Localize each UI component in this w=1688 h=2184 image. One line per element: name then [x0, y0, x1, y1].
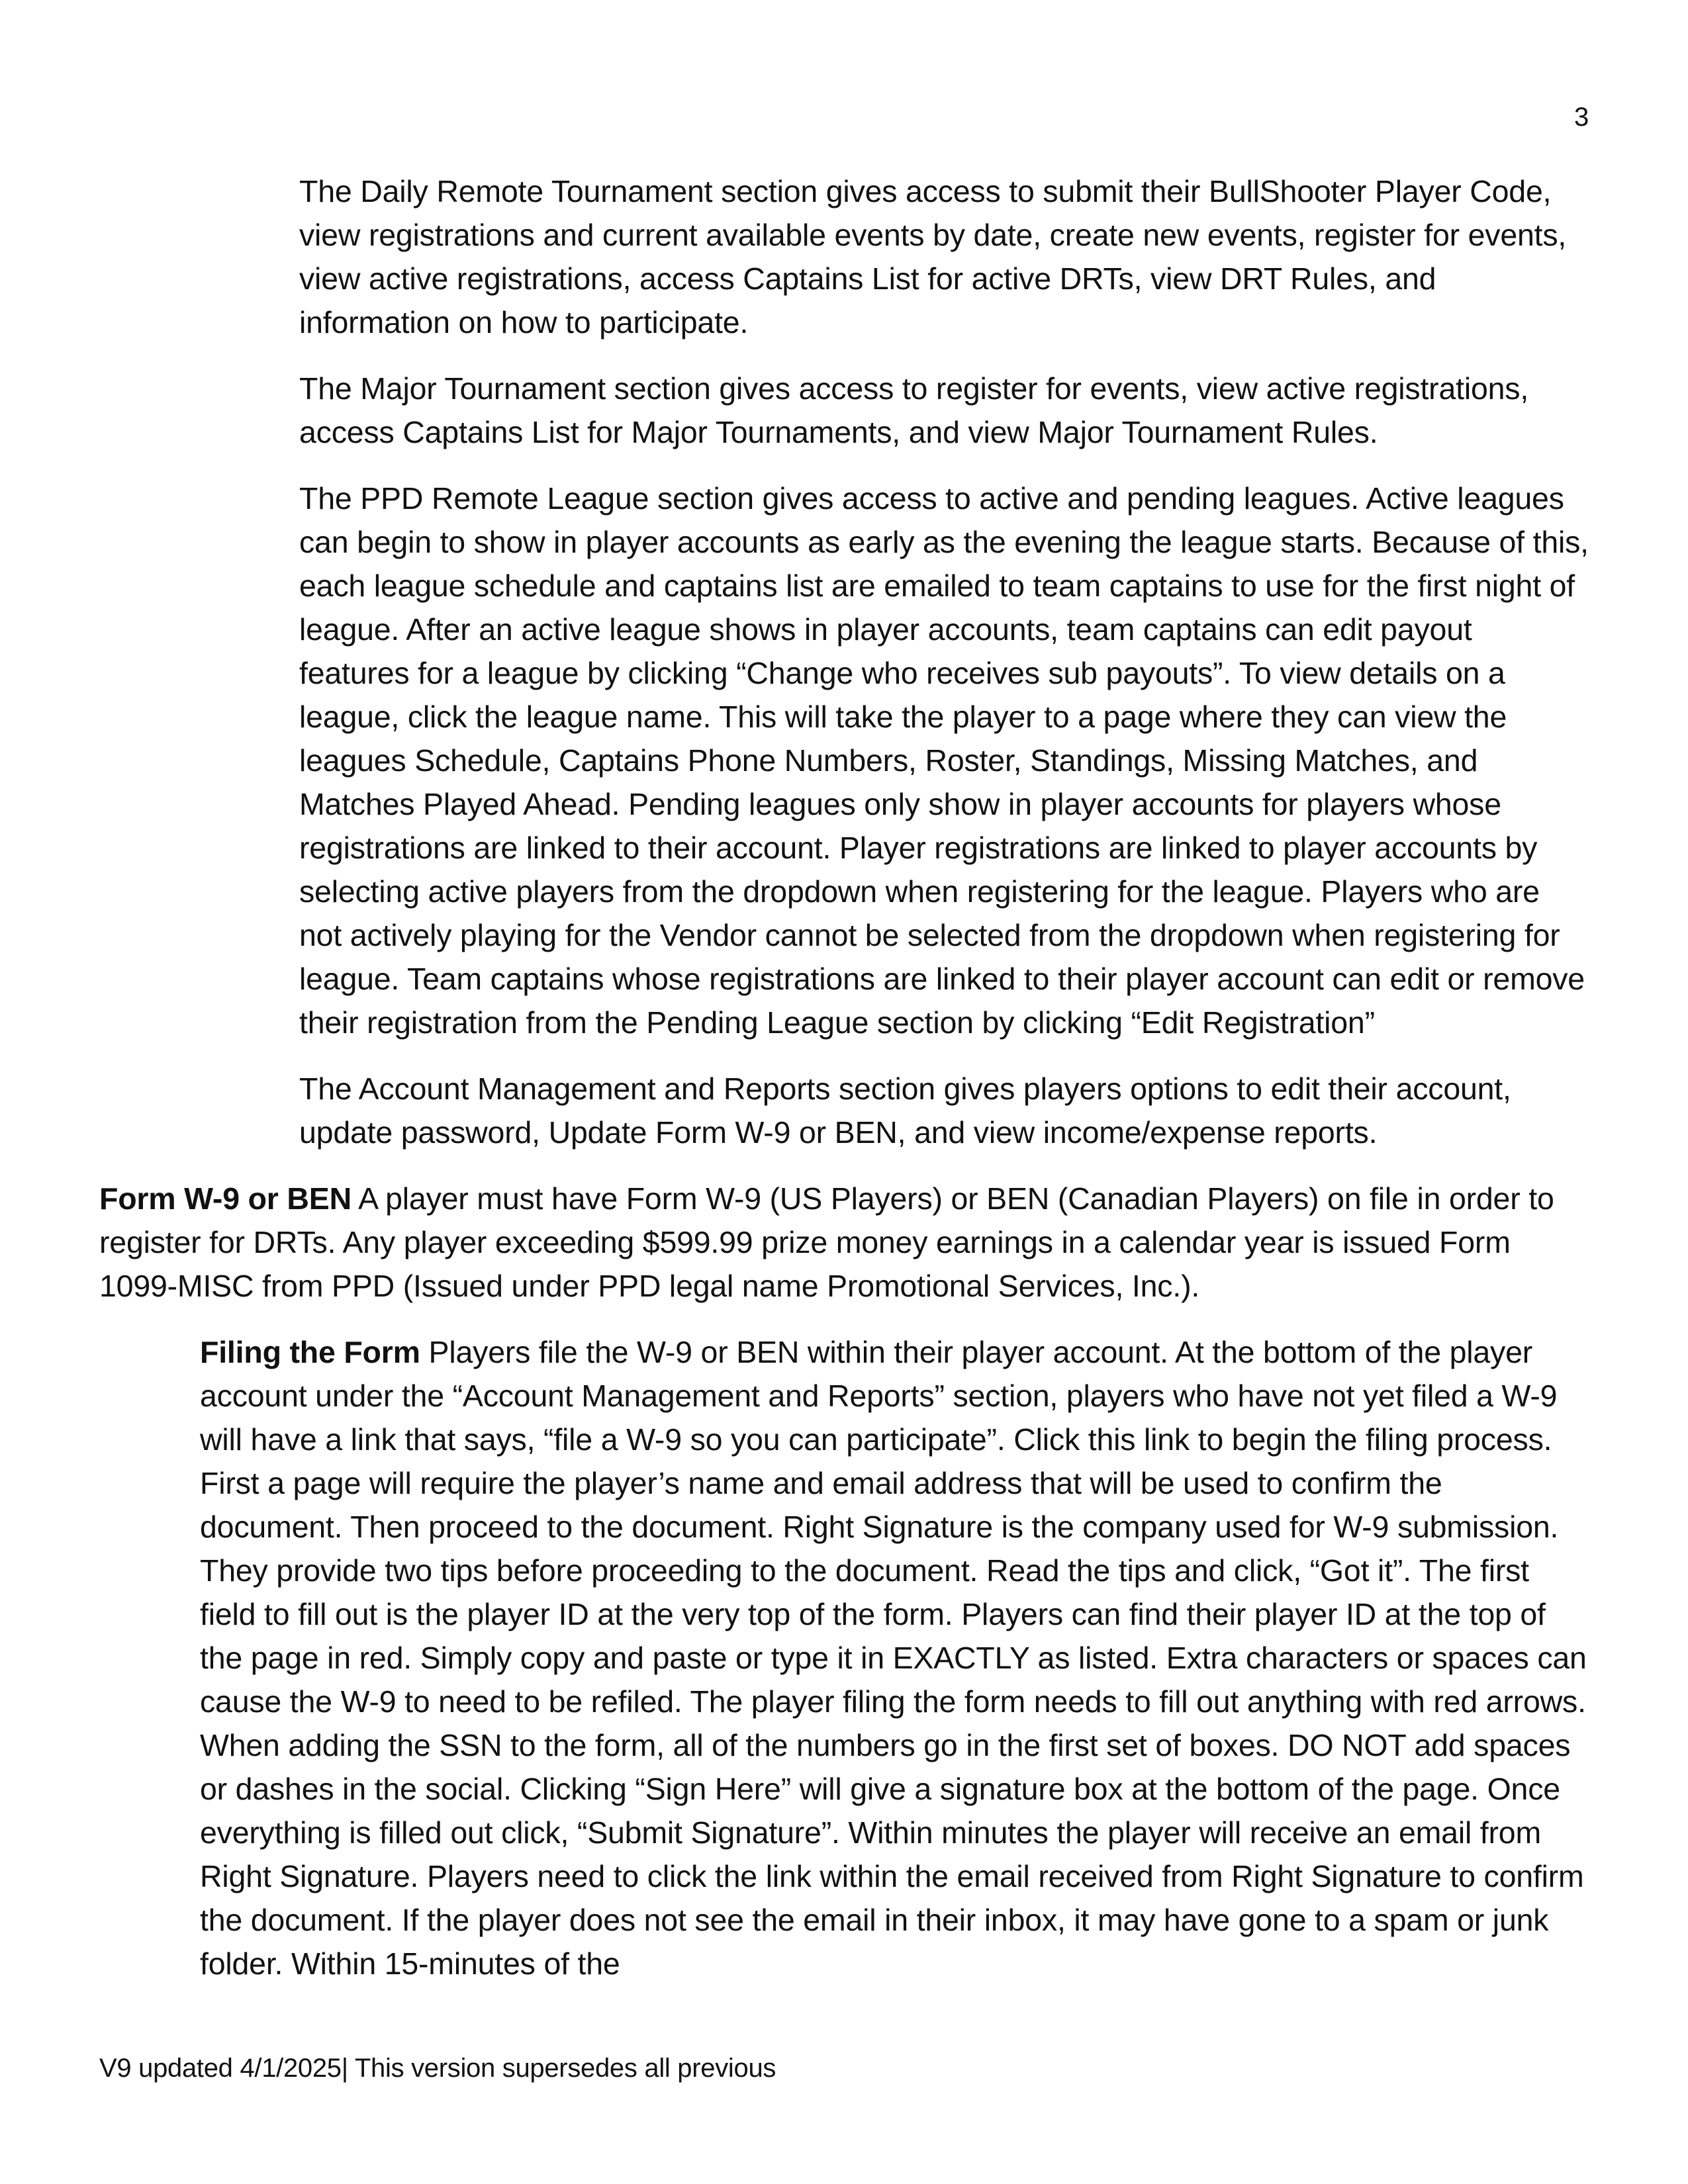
major-tournament-paragraph: The Major Tournament section gives access to register for events, view active registrations, access Captains List for Major Tournaments, and view Major Tournament Rules.: [299, 371, 1529, 449]
account-management-paragraph: The Account Management and Reports section gives players options to edit their account, update password, Update Form W-9 or BEN, and view income/expense reports.: [299, 1071, 1511, 1150]
ppd-remote-league-paragraph: The PPD Remote League section gives access to active and pending leagues. Active leagues can begin to show in player accounts as early as the evening the league starts. Because of this, each league schedule and captains list are emailed to team captains to use for the first night of league. After an active league shows in player accounts, team captains can edit payout features for a league by clicking “Change who receives sub payouts”. To view details on a league, click the league name. This will take the player to a page where they can view the leagues Schedule, Captains Phone Numbers, Roster, Standings, Missing Matches, and Matches Played Ahead. Pending leagues only show in player accounts for players whose registrations are linked to their account. Player registrations are linked to player accounts by selecting active players from the dropdown when registering for the league. Players who are not actively playing for the Vendor cannot be selected from the dropdown when registering for league. Team captains whose registrations are linked to their player account can edit or remove their registration from the Pending League section by clicking “Edit Registration”: [299, 481, 1589, 1040]
form-w9-text: A player must have Form W-9 (US Players) or BEN (Canadian Players) on file in order to register for DRTs. Any player exceeding $599.99 prize money earnings in a calendar year is issued Form 1099-MISC from PPD (Issued under PPD legal name Promotional Services, Inc.).: [99, 1181, 1554, 1303]
version-footer: V9 updated 4/1/2025| This version supersedes all previous: [99, 2054, 776, 2083]
filing-form-heading: Filing the Form: [200, 1335, 420, 1369]
document-body: [99, 169, 1589, 2008]
page-number: 3: [1574, 103, 1589, 132]
drt-section-paragraph: The Daily Remote Tournament section gives access to submit their BullShooter Player Code, view registrations and current available events by date, create new events, register for events, view active registrations, access Captains List for active DRTs, view DRT Rules, and information on how to participate.: [299, 174, 1567, 340]
filing-form-paragraph: [200, 1330, 1589, 1985]
form-w9-heading: Form W-9 or BEN: [99, 1181, 352, 1216]
filing-form-text: Players file the W-9 or BEN within their player account. At the bottom of the player account under the “Account Management and Reports” section, players who have not yet filed a W-9 will have a link that says, “file a W-9 so you can participate”. Click this link to begin the filing process. First a page will require the player’s name and email address that will be used to confirm the document. Then proceed to the document. Right Signature is the company used for W-9 submission. They provide two tips before proceeding to the document. Read the tips and click, “Got it”. The first field to fill out is the player ID at the very top of the form. Players can find their player ID at the top of the page in red. Simply copy and paste or type it in EXACTLY as listed. Extra characters or spaces can cause the W-9 to need to be refiled. The player filing the form needs to fill out anything with red arrows. When adding the SSN to the form, all of the numbers go in the first set of boxes. DO NOT add spaces or dashes in the social. Clicking “Sign Here” will give a signature box at the bottom of the page. Once everything is filled out click, “Submit Signature”. Within minutes the player will receive an email from Right Signature. Players need to click the link within the email received from Right Signature to confirm the document. If the player does not see the email in their inbox, it may have gone to a spam or junk folder. Within 15-minutes of the: [200, 1335, 1587, 1981]
form-w9-paragraph: [99, 1177, 1589, 1308]
